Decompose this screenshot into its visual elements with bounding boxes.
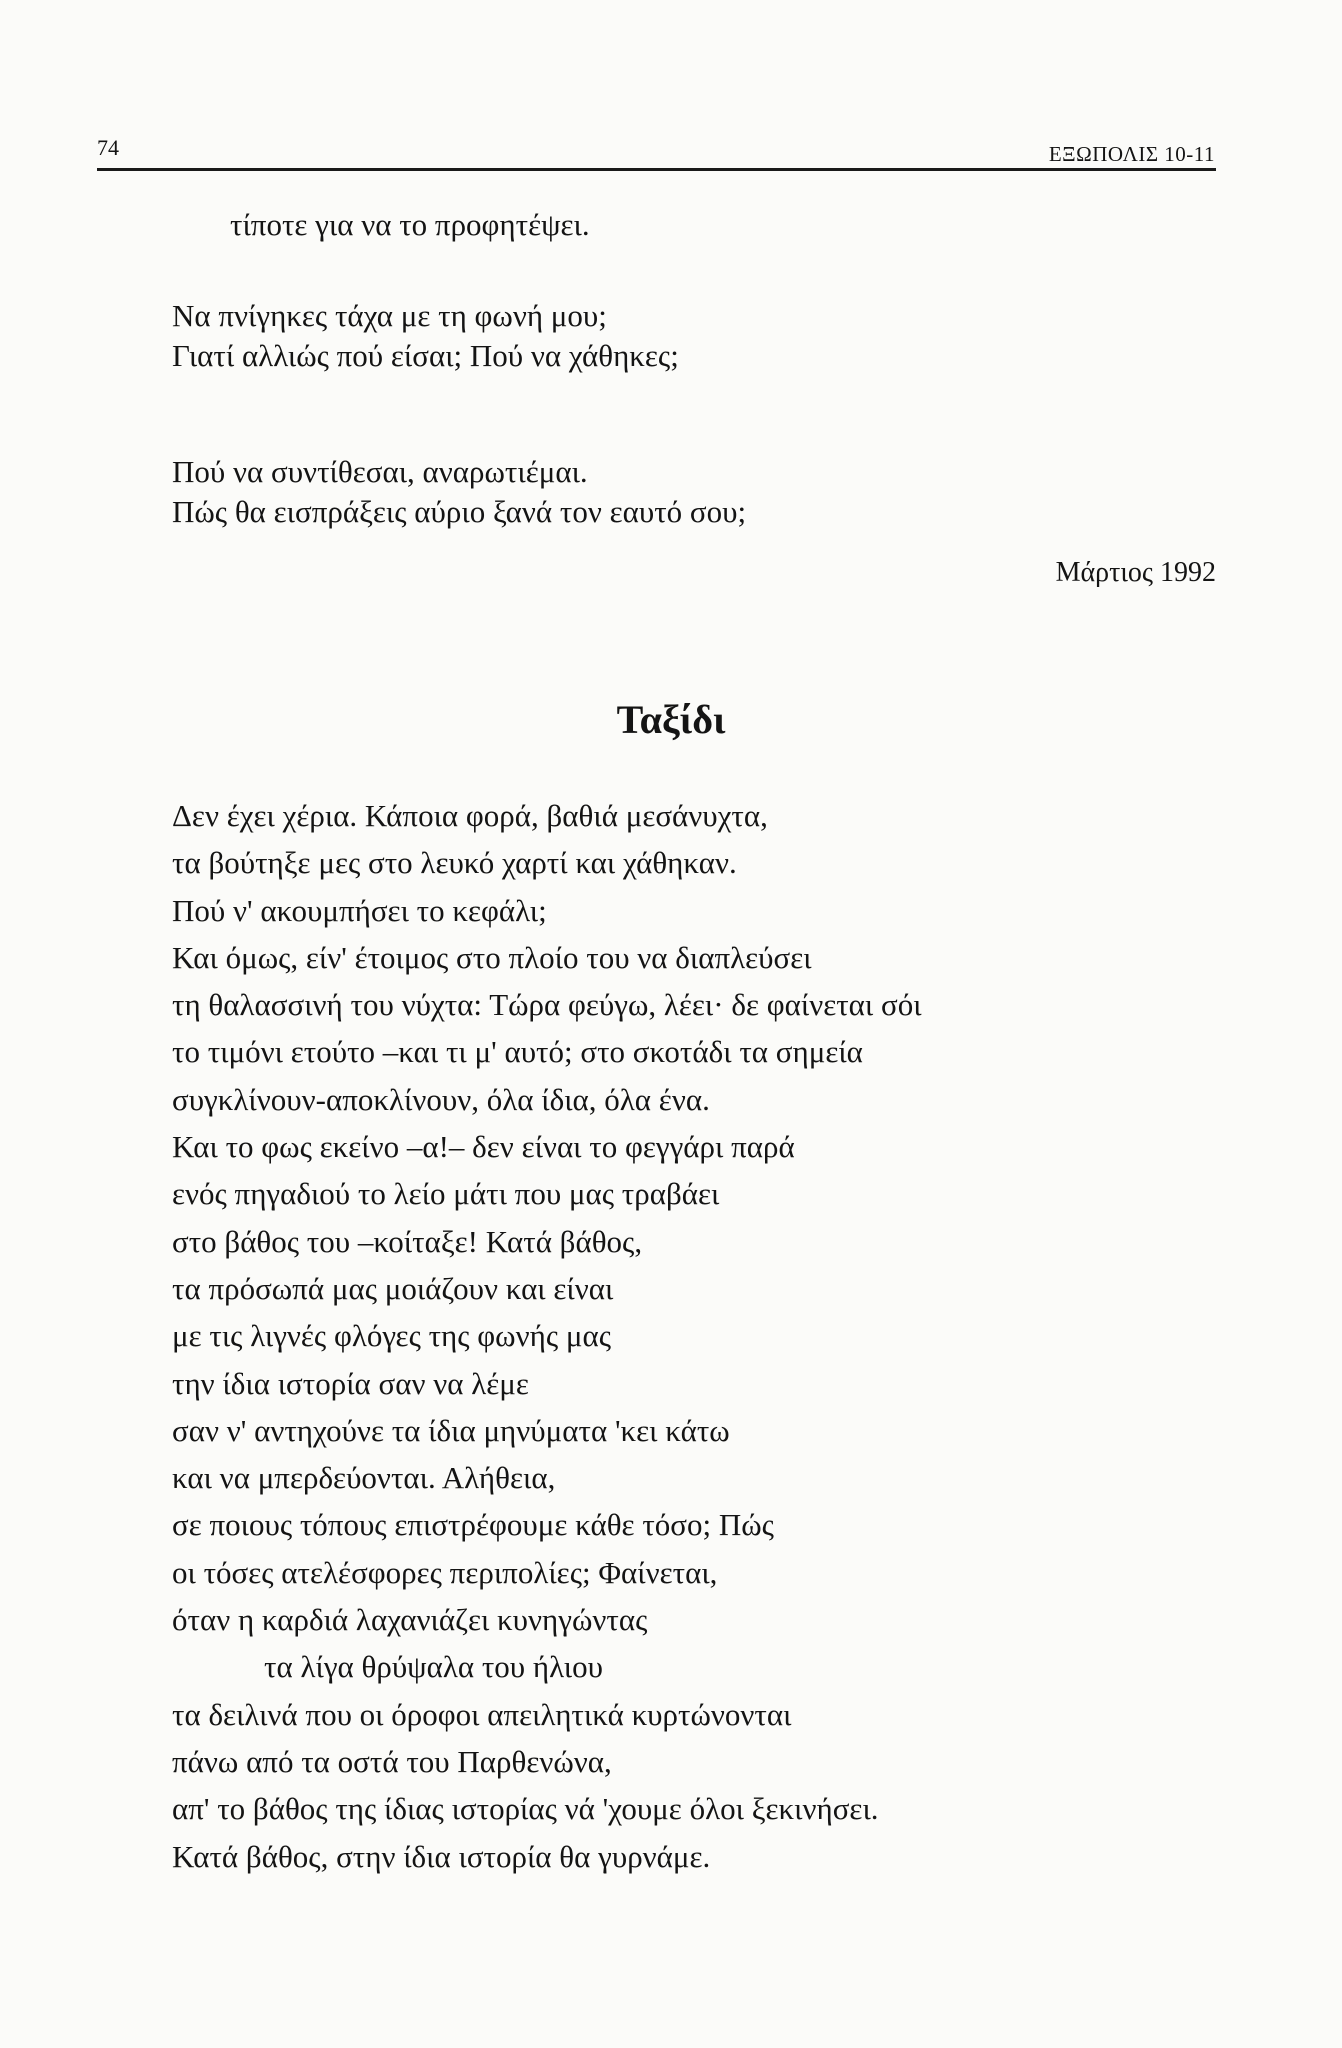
previous-poem-closing-line: τίποτε για να το προφητέψει. xyxy=(230,207,590,242)
verse-line: οι τόσες ατελέσφορες περιπολίες; Φαίνεται, xyxy=(172,1554,718,1590)
verse-line: και να μπερδεύονται. Αλήθεια, xyxy=(172,1460,556,1496)
verse-line: Δεν έχει χέρια. Κάποια φορά, βαθιά μεσάνυχτα, xyxy=(172,798,768,833)
verse-line: τη θαλασσινή του νύχτα: Τώρα φεύγω, λέει· δε φαίνεται σόι xyxy=(172,987,922,1023)
poem-body xyxy=(172,794,1232,1882)
previous-poem-stanza-2 xyxy=(172,452,1222,532)
verse-line: Και όμως, είν' έτοιμος στο πλοίο του να διαπλεύσει xyxy=(172,939,812,975)
verse-line: τα πρόσωπά μας μοιάζουν και είναι xyxy=(172,1270,614,1306)
previous-poem-stanza-1 xyxy=(172,296,1222,376)
verse-line: Και το φως εκείνο –α!– δεν είναι το φεγγάρι παρά xyxy=(172,1129,795,1165)
header-divider xyxy=(97,168,1216,171)
poem-title: Ταξίδι xyxy=(616,697,726,742)
verse-line: στο βάθος του –κοίταξε! Κατά βάθος, xyxy=(172,1223,643,1259)
verse-line: απ' το βάθος της ίδιας ιστορίας νά 'χουμε όλοι ξεκινήσει. xyxy=(172,1791,879,1827)
verse-line: Πώς θα εισπράξεις αύριο ξανά τον εαυτό σου; xyxy=(172,494,747,529)
running-title: ΕΞΩΠΟΛΙΣ 10-11 xyxy=(1048,142,1215,166)
verse-line: Πού ν' ακουμπήσει το κεφάλι; xyxy=(172,892,547,928)
verse-line: πάνω από τα οστά του Παρθενώνα, xyxy=(172,1743,612,1779)
verse-line: την ίδια ιστορία σαν να λέμε xyxy=(172,1365,529,1401)
verse-line-indented: τα λίγα θρύψαλα του ήλιου xyxy=(264,1649,603,1685)
verse-line: τα βούτηξε μες στο λευκό χαρτί και χάθηκαν. xyxy=(172,845,737,881)
verse-line: Να πνίγηκες τάχα με τη φωνή μου; xyxy=(172,298,607,333)
verse-line: το τιμόνι ετούτο –και τι μ' αυτό; στο σκοτάδι τα σημεία xyxy=(172,1034,863,1070)
verse-line: τα δειλινά που οι όροφοι απειλητικά κυρτώνονται xyxy=(172,1696,792,1732)
verse-line: συγκλίνουν-αποκλίνουν, όλα ίδια, όλα ένα. xyxy=(172,1081,710,1117)
verse-line: Κατά βάθος, στην ίδια ιστορία θα γυρνάμε. xyxy=(172,1838,711,1874)
page-number: 74 xyxy=(97,135,119,160)
verse-line: σε ποιους τόπους επιστρέφουμε κάθε τόσο; Πώς xyxy=(172,1507,774,1543)
verse-line: με τις λιγνές φλόγες της φωνής μας xyxy=(172,1318,611,1354)
verse-line: σαν ν' αντηχούνε τα ίδια μηνύματα 'κει κάτω xyxy=(172,1412,730,1448)
poem-date: Μάρτιος 1992 xyxy=(1055,557,1216,588)
verse-line: Πού να συντίθεσαι, αναρωτιέμαι. xyxy=(172,454,588,489)
verse-line: όταν η καρδιά λαχανιάζει κυνηγώντας xyxy=(172,1602,648,1638)
verse-line: ενός πηγαδιού το λείο μάτι που μας τραβάει xyxy=(172,1176,720,1212)
verse-line: Γιατί αλλιώς πού είσαι; Πού να χάθηκες; xyxy=(172,338,679,373)
